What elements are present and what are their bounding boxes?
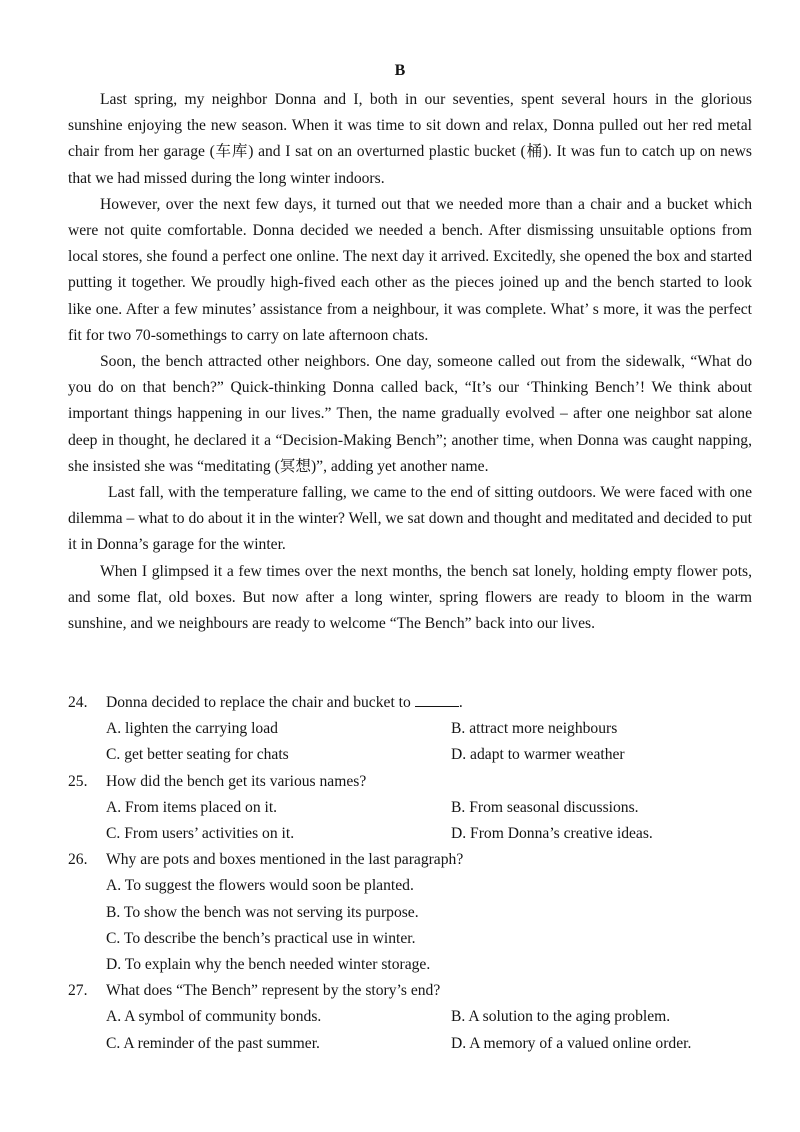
- option-d: D. A memory of a valued online order.: [451, 1034, 692, 1052]
- option-d: D. To explain why the bench needed winter storage.: [106, 956, 431, 974]
- option-a: A. A symbol of community bonds.: [106, 1008, 322, 1026]
- option-b: B. To show the bench was not serving its purpose.: [106, 903, 419, 921]
- question-stem: Donna decided to replace the chair and bucket to .: [106, 694, 463, 711]
- question-number: 26.: [68, 851, 88, 869]
- reading-passage: [68, 87, 752, 637]
- question-stem: What does “The Bench” represent by the story’s end?: [106, 982, 441, 1000]
- question-25: [68, 769, 752, 795]
- question-24: [68, 690, 752, 716]
- option-row: [68, 1031, 752, 1057]
- option-a: A. From items placed on it.: [106, 798, 278, 816]
- option-a: A. lighten the carrying load: [106, 720, 278, 738]
- question-number: 25.: [68, 772, 88, 790]
- option-row: [68, 795, 752, 821]
- passage-paragraph: However, over the next few days, it turned out that we needed more than a chair and a bucket which were not quite comfortable. Donna decided we needed a bench. After dismissing unsuitable options from local stores, she found a perfect one online. The next day it arrived. Excitedly, she opened the box and started putting it together. We proudly high-fived each other as the pieces joined up and the bench started to look like one. After a few minutes’ assistance from a neighbour, it was complete. What’ s more, it was the perfect fit for two 70-somethings to carry on late afternoon chats.: [68, 195, 752, 344]
- passage-paragraph: Last spring, my neighbor Donna and I, both in our seventies, spent several hours in the glorious sunshine enjoying the new season. When it was time to sit down and relax, Donna pulled out her red metal chair from her garage (车库) and I sat on an overturned plastic bucket (桶). It was fun to catch up on news that we had missed during the long winter indoors.: [68, 91, 753, 187]
- option-b: B. From seasonal discussions.: [451, 798, 639, 816]
- option-d: D. From Donna’s creative ideas.: [451, 825, 653, 843]
- option-a: A. To suggest the flowers would soon be planted.: [106, 877, 414, 895]
- option-c: C. get better seating for chats: [106, 746, 289, 764]
- question-stem: How did the bench get its various names?: [106, 772, 367, 790]
- question-stem: Why are pots and boxes mentioned in the last paragraph?: [106, 851, 464, 869]
- question-list: [68, 690, 752, 1057]
- option-b: B. attract more neighbours: [451, 720, 618, 738]
- option-row: [68, 821, 752, 847]
- answer-blank: [415, 692, 459, 707]
- option-b: B. A solution to the aging problem.: [451, 1008, 671, 1026]
- option-c: C. From users’ activities on it.: [106, 825, 295, 843]
- option-row: [68, 1004, 752, 1030]
- passage-paragraph: Last fall, with the temperature falling, we came to the end of sitting outdoors. We were faced with one dilemma – what to do about it in the winter? Well, we sat down and thought and meditated and decided to put it in Donna’s garage for the winter.: [68, 484, 752, 554]
- option-c: C. A reminder of the past summer.: [106, 1034, 320, 1052]
- option-row: [68, 716, 752, 742]
- question-26: [68, 847, 752, 873]
- section-label: B: [394, 62, 406, 79]
- question-27: [68, 978, 752, 1004]
- passage-paragraph: Soon, the bench attracted other neighbors. One day, someone called out from the sidewalk, “What do you do on that bench?” Quick-thinking Donna called back, “It’s our ‘Thinking Bench’! We think about important things happening in our lives.” Then, the name gradually evolved – after one neighbor sat alone deep in thought, he declared it a “Decision-Making Bench”; another time, when Donna was caught napping, she insisted she was “meditating (冥想)”, adding yet another name.: [68, 353, 752, 475]
- passage-paragraph: When I glimpsed it a few times over the next months, the bench sat lonely, holding empty flower pots, and some flat, old boxes. But now after a long winter, spring flowers are ready to bloom in the warm sunshine, and we neighbours are ready to welcome “The Bench” back into our lives.: [68, 562, 752, 633]
- question-number: 24.: [68, 694, 88, 711]
- question-number: 27.: [68, 982, 88, 1000]
- option-row: [68, 742, 752, 768]
- option-c: C. To describe the bench’s practical use in winter.: [106, 929, 416, 947]
- option-d: D. adapt to warmer weather: [451, 746, 625, 764]
